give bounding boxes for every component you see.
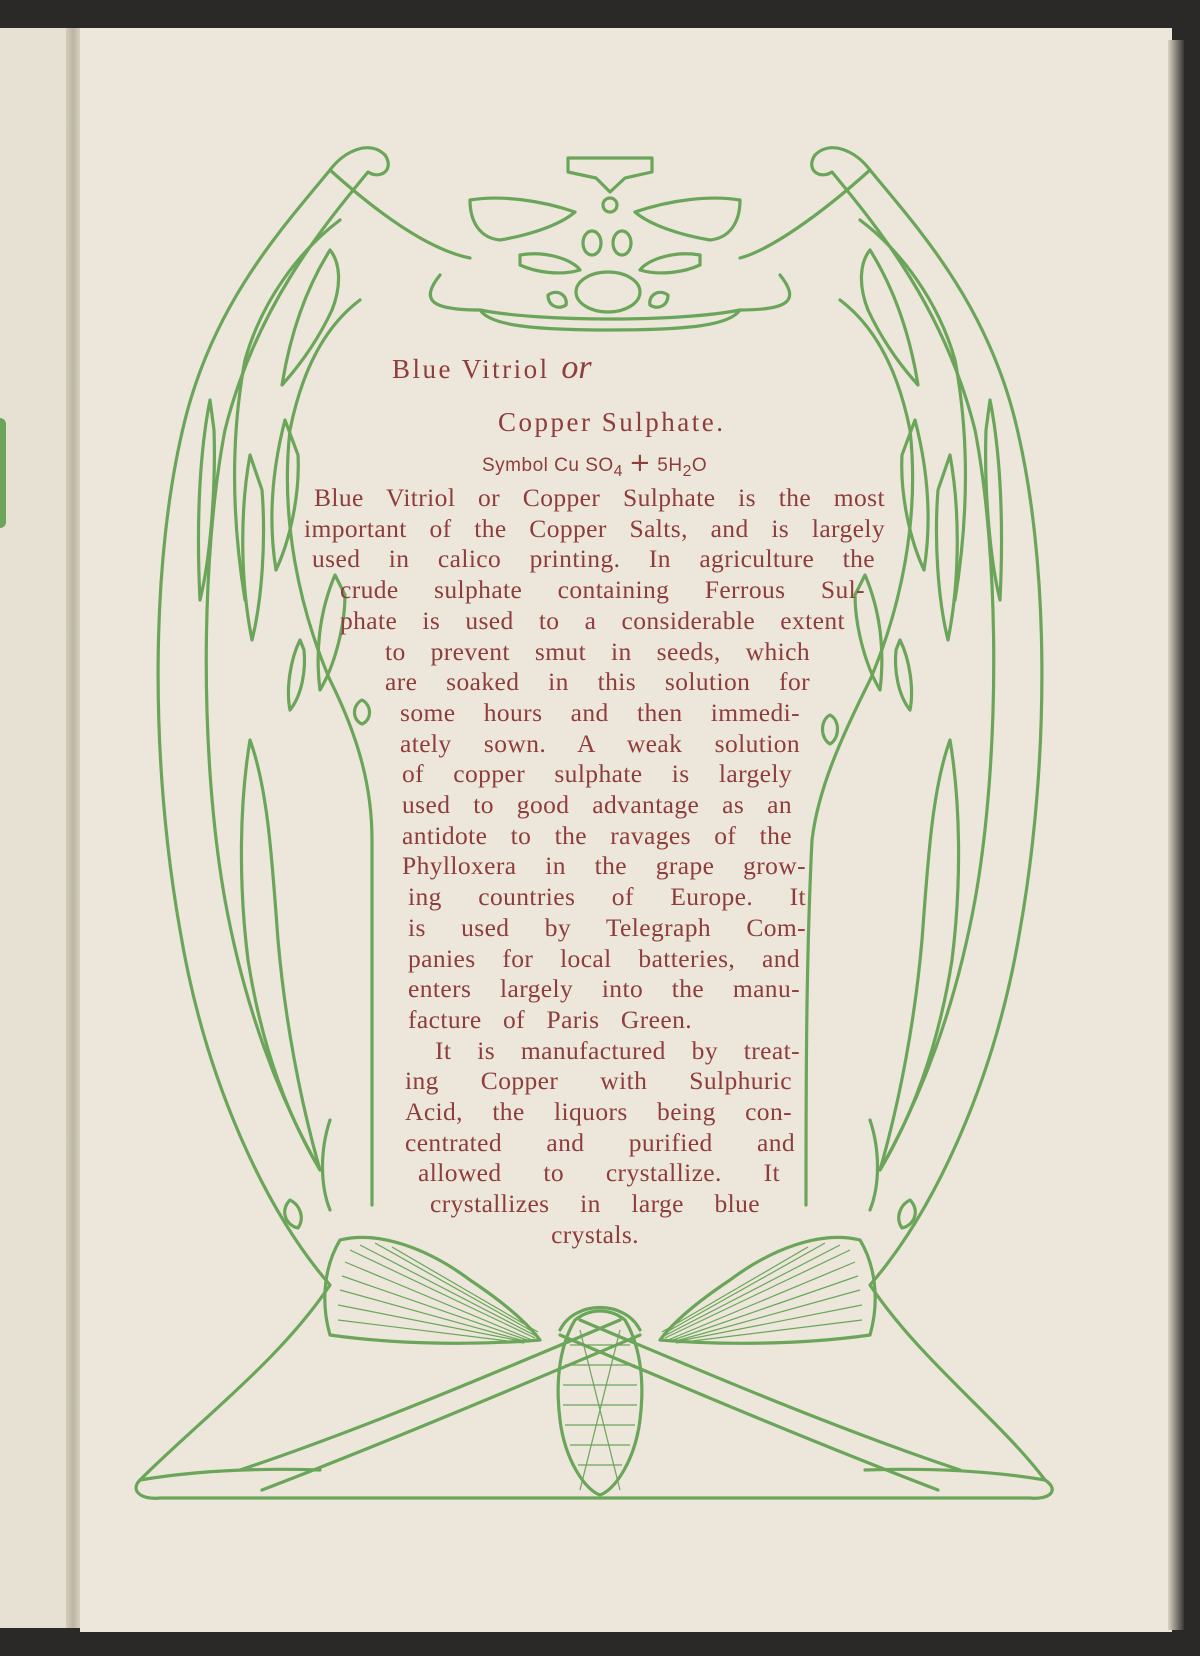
body-line: ing Copper with Sulphuric bbox=[405, 1066, 792, 1096]
body-line: allowed to crystallize. It bbox=[418, 1158, 780, 1188]
formula-subscript-2: 2 bbox=[682, 462, 692, 480]
body-line: Acid, the liquors being con- bbox=[405, 1097, 792, 1126]
body-line: crystals. bbox=[551, 1219, 639, 1249]
formula-water-prefix: 5H bbox=[657, 455, 683, 476]
body-line: used to good advantage as an bbox=[402, 790, 792, 819]
body-line: important of the Copper Salts, and is largely bbox=[304, 513, 885, 543]
body-line: enters largely into the manu- bbox=[408, 974, 800, 1004]
body-line: panies for local batteries, and bbox=[408, 943, 800, 973]
body-line: some hours and then immedi- bbox=[400, 697, 800, 727]
chemical-formula bbox=[482, 448, 707, 481]
body-line: centrated and purified and bbox=[405, 1127, 795, 1157]
body-line: used in calico printing. In agriculture the bbox=[312, 544, 875, 574]
title-line-2-text: Copper Sulphate. bbox=[498, 407, 726, 437]
body-line: phate is used to a considerable extent bbox=[340, 605, 845, 635]
body-line: crude sulphate containing Ferrous Sul- bbox=[340, 575, 865, 605]
body-line: of copper sulphate is largely bbox=[402, 759, 792, 789]
title-blue-vitriol bbox=[392, 345, 592, 388]
title-line-1-text: Blue Vitriol bbox=[392, 354, 550, 384]
formula-plus: + bbox=[628, 448, 652, 478]
body-line: to prevent smut in seeds, which bbox=[385, 636, 810, 666]
body-line: is used by Telegraph Com- bbox=[408, 912, 806, 942]
formula-prefix: Symbol Cu SO bbox=[482, 455, 614, 476]
title-connector-or: or bbox=[561, 349, 592, 386]
body-line: crystallizes in large blue bbox=[430, 1189, 760, 1219]
body-line: are soaked in this solution for bbox=[385, 667, 810, 697]
body-line: ately sown. A weak solution bbox=[400, 728, 800, 758]
body-line: ing countries of Europe. It bbox=[408, 882, 806, 912]
formula-water-suffix: O bbox=[691, 455, 708, 476]
body-line: antidote to the ravages of the bbox=[402, 820, 792, 850]
body-line: It is manufactured by treat- bbox=[435, 1035, 800, 1065]
body-line: facture of Paris Green. bbox=[408, 1004, 692, 1034]
title-copper-sulphate bbox=[498, 398, 725, 441]
body-line: Phylloxera in the grape grow- bbox=[402, 851, 806, 881]
body-line: Blue Vitriol or Copper Sulphate is the most bbox=[314, 483, 885, 512]
formula-subscript-4: 4 bbox=[613, 462, 623, 480]
